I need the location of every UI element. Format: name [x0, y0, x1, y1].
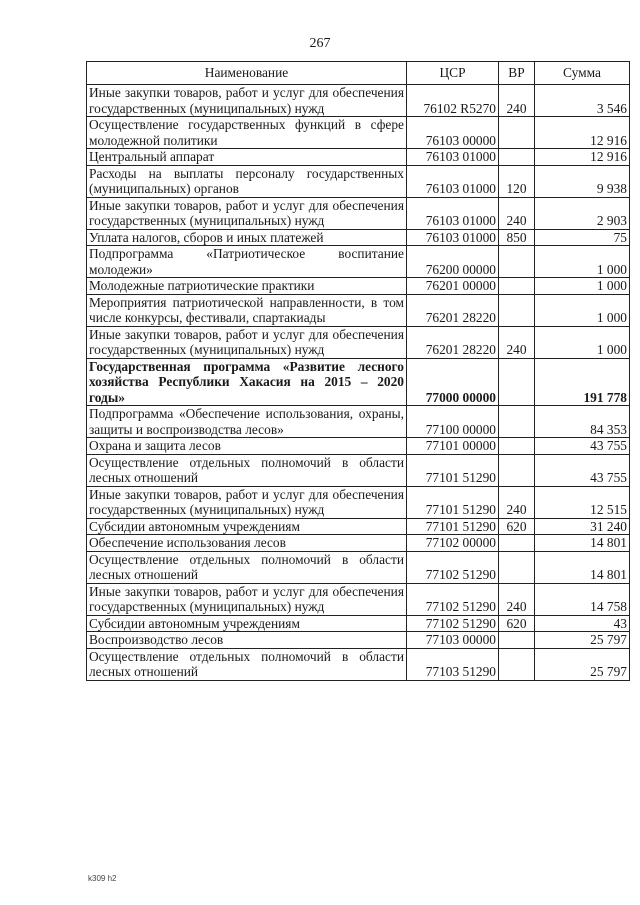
table-row — [87, 551, 630, 583]
row-vr-cell — [499, 406, 535, 438]
header-csr: ЦСР — [407, 62, 499, 85]
row-name-cell: Осуществление отдельных полномочий в области лесных отношений — [87, 454, 407, 486]
row-name-cell: Иные закупки товаров, работ и услуг для обеспечения государственных (муниципальных) нужд — [87, 85, 407, 117]
page-number: 267 — [309, 36, 331, 51]
row-sum-cell: 43 755 — [535, 438, 630, 455]
row-name-cell: Мероприятия патриотической направленности, в том числе конкурсы, фестивали, спартакиады — [87, 294, 407, 326]
row-sum-cell: 12 515 — [535, 486, 630, 518]
row-csr-cell: 76103 00000 — [407, 117, 499, 149]
row-vr-cell: 240 — [499, 197, 535, 229]
table-row — [87, 583, 630, 615]
row-vr-cell: 240 — [499, 85, 535, 117]
row-sum-cell: 12 916 — [535, 117, 630, 149]
header-name: Наименование — [87, 62, 407, 85]
row-vr-cell — [499, 117, 535, 149]
table-row — [87, 438, 630, 455]
row-csr-cell: 77103 00000 — [407, 632, 499, 649]
row-sum-cell: 84 353 — [535, 406, 630, 438]
row-csr-cell: 76201 00000 — [407, 278, 499, 295]
row-csr-cell: 76201 28220 — [407, 294, 499, 326]
table-row — [87, 85, 630, 117]
row-csr-cell: 77000 00000 — [407, 358, 499, 406]
row-sum-cell: 1 000 — [535, 246, 630, 278]
row-name-cell: Обеспечение использования лесов — [87, 535, 407, 552]
row-csr-cell: 76201 28220 — [407, 326, 499, 358]
footer-code: k309 h2 — [88, 874, 117, 883]
row-name-cell: Иные закупки товаров, работ и услуг для обеспечения государственных (муниципальных) нужд — [87, 326, 407, 358]
table-row — [87, 632, 630, 649]
row-name-cell: Центральный аппарат — [87, 149, 407, 166]
row-name-cell: Воспроизводство лесов — [87, 632, 407, 649]
row-csr-cell: 76103 01000 — [407, 149, 499, 166]
row-sum-cell: 25 797 — [535, 632, 630, 649]
row-name-cell: Иные закупки товаров, работ и услуг для обеспечения государственных (муниципальных) нужд — [87, 583, 407, 615]
row-csr-cell: 77101 51290 — [407, 486, 499, 518]
row-csr-cell: 76103 01000 — [407, 165, 499, 197]
row-sum-cell: 14 801 — [535, 551, 630, 583]
row-vr-cell — [499, 246, 535, 278]
row-name-cell: Молодежные патриотические практики — [87, 278, 407, 295]
row-sum-cell: 1 000 — [535, 326, 630, 358]
row-vr-cell: 240 — [499, 486, 535, 518]
row-name-cell: Субсидии автономным учреждениям — [87, 615, 407, 632]
table-row — [87, 246, 630, 278]
row-vr-cell: 240 — [499, 583, 535, 615]
row-sum-cell: 43 755 — [535, 454, 630, 486]
row-csr-cell: 77102 00000 — [407, 535, 499, 552]
row-csr-cell: 77101 51290 — [407, 518, 499, 535]
table-row — [87, 117, 630, 149]
row-sum-cell: 191 778 — [535, 358, 630, 406]
table-row — [87, 278, 630, 295]
row-vr-cell — [499, 535, 535, 552]
table-row — [87, 454, 630, 486]
row-vr-cell — [499, 632, 535, 649]
row-csr-cell: 76103 01000 — [407, 197, 499, 229]
row-csr-cell: 77102 51290 — [407, 551, 499, 583]
row-csr-cell: 76102 R5270 — [407, 85, 499, 117]
row-vr-cell — [499, 438, 535, 455]
row-sum-cell: 9 938 — [535, 165, 630, 197]
row-vr-cell — [499, 454, 535, 486]
row-name-cell: Осуществление отдельных полномочий в области лесных отношений — [87, 648, 407, 680]
row-vr-cell — [499, 294, 535, 326]
row-vr-cell: 240 — [499, 326, 535, 358]
row-csr-cell: 77101 51290 — [407, 454, 499, 486]
row-sum-cell: 25 797 — [535, 648, 630, 680]
row-name-cell: Государственная программа «Развитие лесного хозяйства Республики Хакасия на 2015 – 2020 годы» — [87, 358, 407, 406]
table-row — [87, 406, 630, 438]
row-vr-cell: 620 — [499, 518, 535, 535]
row-vr-cell: 620 — [499, 615, 535, 632]
row-name-cell: Подпрограмма «Обеспечение использования, охраны, защиты и воспроизводства лесов» — [87, 406, 407, 438]
row-sum-cell: 75 — [535, 229, 630, 246]
row-sum-cell: 12 916 — [535, 149, 630, 166]
row-vr-cell — [499, 358, 535, 406]
table-row — [87, 197, 630, 229]
table-row — [87, 326, 630, 358]
row-csr-cell: 77102 51290 — [407, 615, 499, 632]
row-vr-cell: 850 — [499, 229, 535, 246]
row-sum-cell: 3 546 — [535, 85, 630, 117]
header-sum: Сумма — [535, 62, 630, 85]
row-csr-cell: 77102 51290 — [407, 583, 499, 615]
row-sum-cell: 2 903 — [535, 197, 630, 229]
row-sum-cell: 14 801 — [535, 535, 630, 552]
row-sum-cell: 31 240 — [535, 518, 630, 535]
row-name-cell: Иные закупки товаров, работ и услуг для обеспечения государственных (муниципальных) нужд — [87, 197, 407, 229]
row-name-cell: Подпрограмма «Патриотическое воспитание молодежи» — [87, 246, 407, 278]
table-row — [87, 648, 630, 680]
row-csr-cell: 77103 51290 — [407, 648, 499, 680]
row-vr-cell — [499, 648, 535, 680]
row-name-cell: Иные закупки товаров, работ и услуг для обеспечения государственных (муниципальных) нужд — [87, 486, 407, 518]
table-row — [87, 229, 630, 246]
row-sum-cell: 14 758 — [535, 583, 630, 615]
row-sum-cell: 1 000 — [535, 278, 630, 295]
row-sum-cell: 1 000 — [535, 294, 630, 326]
table-row — [87, 358, 630, 406]
row-sum-cell: 43 — [535, 615, 630, 632]
row-name-cell: Охрана и защита лесов — [87, 438, 407, 455]
row-csr-cell: 76200 00000 — [407, 246, 499, 278]
table-row — [87, 294, 630, 326]
row-csr-cell: 76103 01000 — [407, 229, 499, 246]
table-row — [87, 486, 630, 518]
row-vr-cell — [499, 149, 535, 166]
row-name-cell: Осуществление отдельных полномочий в области лесных отношений — [87, 551, 407, 583]
row-name-cell: Субсидии автономным учреждениям — [87, 518, 407, 535]
row-csr-cell: 77101 00000 — [407, 438, 499, 455]
table-row — [87, 149, 630, 166]
header-vr: ВР — [499, 62, 535, 85]
row-vr-cell — [499, 278, 535, 295]
row-name-cell: Уплата налогов, сборов и иных платежей — [87, 229, 407, 246]
table-row — [87, 518, 630, 535]
row-csr-cell: 77100 00000 — [407, 406, 499, 438]
row-vr-cell: 120 — [499, 165, 535, 197]
budget-table — [86, 61, 630, 681]
row-name-cell: Осуществление государственных функций в сфере молодежной политики — [87, 117, 407, 149]
row-name-cell: Расходы на выплаты персоналу государственных (муниципальных) органов — [87, 165, 407, 197]
table-row — [87, 165, 630, 197]
table-row — [87, 615, 630, 632]
row-vr-cell — [499, 551, 535, 583]
table-header-row — [87, 62, 630, 85]
table-row — [87, 535, 630, 552]
